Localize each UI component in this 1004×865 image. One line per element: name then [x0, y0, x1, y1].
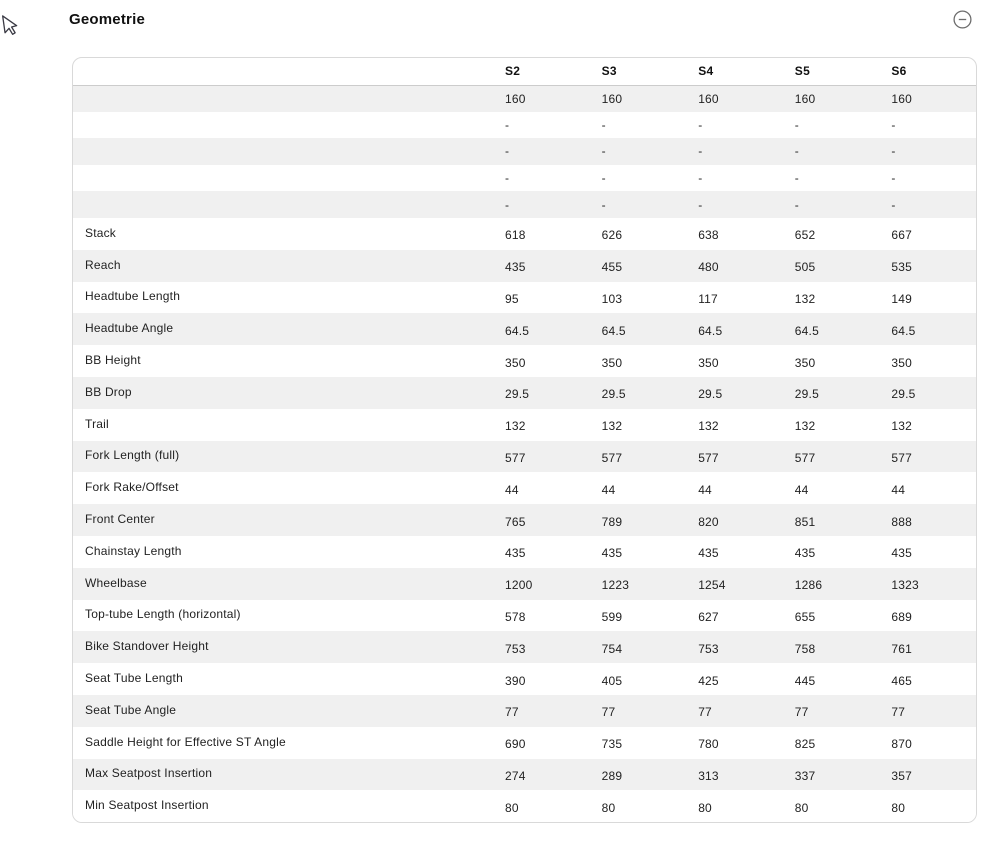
cell-value: 435	[794, 546, 816, 561]
geometry-table-card	[72, 57, 977, 823]
cell-value: -	[891, 144, 896, 159]
table-row	[73, 504, 976, 536]
table-row	[73, 313, 976, 345]
cell-value: -	[891, 117, 896, 132]
cell-value: 435	[698, 546, 719, 561]
row-label: Top-tube Length (horizontal)	[85, 607, 241, 622]
cell-value: 652	[794, 228, 816, 243]
cell-value: 780	[698, 737, 719, 752]
cell-value: 29.5	[794, 387, 819, 402]
table-row	[73, 138, 976, 165]
cell-value: 64.5	[601, 323, 626, 338]
cell-value: -	[794, 197, 799, 212]
cell-value: -	[505, 144, 510, 159]
row-label: Chainstay Length	[85, 543, 182, 558]
table-row	[73, 250, 976, 282]
cell-value: -	[601, 197, 606, 212]
cell-value: 160	[891, 91, 912, 106]
cell-value: 435	[891, 546, 912, 561]
cell-value: 350	[698, 355, 719, 370]
cell-value: 117	[698, 291, 718, 306]
cell-value: 160	[505, 91, 526, 106]
table-row	[73, 345, 976, 377]
cell-value: 638	[698, 228, 719, 243]
row-label: Min Seatpost Insertion	[85, 798, 209, 813]
cell-value: 435	[505, 260, 526, 275]
cell-value: 825	[794, 737, 816, 752]
cell-value: 149	[891, 291, 912, 306]
cell-value: 627	[698, 609, 719, 624]
cell-value: 160	[794, 91, 816, 106]
cell-value: 789	[601, 514, 623, 529]
cell-value: 132	[505, 419, 526, 434]
cell-value: -	[698, 197, 703, 212]
cell-value: 754	[601, 641, 623, 656]
table-row	[73, 663, 976, 695]
cell-value: 445	[794, 673, 816, 688]
table-row	[73, 165, 976, 192]
row-label: Trail	[85, 416, 109, 431]
cell-value: 599	[601, 609, 623, 624]
table-row	[73, 695, 976, 727]
cell-value: 80	[794, 800, 809, 815]
column-header-s2: S2	[493, 58, 590, 85]
row-label: Headtube Length	[85, 289, 181, 304]
table-row	[73, 536, 976, 568]
collapse-button[interactable]	[953, 10, 972, 29]
cell-value: -	[698, 117, 703, 132]
cell-value: 390	[505, 673, 526, 688]
row-label: Seat Tube Angle	[85, 702, 177, 717]
cell-value: 535	[891, 260, 912, 275]
row-label: Fork Rake/Offset	[85, 480, 179, 495]
cell-value: 626	[601, 228, 623, 243]
cell-value: 80	[505, 800, 519, 815]
cell-value: 1254	[698, 578, 726, 593]
table-row	[73, 759, 976, 791]
cell-value: 132	[698, 419, 719, 434]
row-label: Reach	[85, 257, 121, 272]
row-label: Front Center	[85, 512, 155, 527]
table-row	[73, 85, 976, 112]
section-title: Geometrie	[69, 11, 145, 28]
cell-value: 44	[601, 482, 616, 497]
cell-value: 64.5	[794, 323, 819, 338]
cell-value: 405	[601, 673, 623, 688]
cell-value: 132	[794, 291, 816, 306]
cell-value: 577	[891, 450, 912, 465]
cell-value: 577	[601, 450, 623, 465]
cell-value: 455	[601, 260, 623, 275]
cell-value: 465	[891, 673, 912, 688]
cell-value: 1323	[891, 578, 919, 593]
cell-value: 132	[601, 419, 623, 434]
cell-value: -	[601, 144, 606, 159]
cell-value: 77	[891, 705, 906, 720]
row-label	[73, 112, 493, 139]
cell-value: 851	[794, 514, 816, 529]
minus-circle-icon	[953, 10, 972, 29]
table-row	[73, 377, 976, 409]
row-label: Max Seatpost Insertion	[85, 766, 213, 781]
cell-value: 44	[698, 482, 712, 497]
cell-value: 44	[891, 482, 906, 497]
cell-value: 820	[698, 514, 719, 529]
table-row	[73, 409, 976, 441]
table-row	[73, 727, 976, 759]
row-label	[73, 138, 493, 165]
cell-value: 1223	[601, 578, 630, 593]
table-row	[73, 282, 976, 314]
cell-value: -	[794, 171, 799, 186]
cell-value: 160	[601, 91, 623, 106]
row-label: Seat Tube Length	[85, 671, 183, 686]
column-header-s4: S4	[686, 58, 783, 85]
cell-value: 44	[505, 482, 519, 497]
cell-value: 77	[505, 705, 519, 720]
cell-value: 95	[505, 291, 519, 306]
table-row	[73, 790, 976, 822]
row-label: Bike Standover Height	[85, 639, 209, 654]
table-row	[73, 472, 976, 504]
table-row	[73, 568, 976, 600]
cell-value: 689	[891, 609, 912, 624]
cell-value: 578	[505, 609, 526, 624]
table-row	[73, 600, 976, 632]
cell-value: 1286	[794, 578, 823, 593]
cell-value: 274	[505, 768, 526, 783]
table-header-row	[73, 58, 976, 85]
cell-value: 80	[891, 800, 906, 815]
row-label: Fork Length (full)	[85, 448, 180, 463]
cell-value: 64.5	[891, 323, 916, 338]
cell-value: 357	[891, 768, 912, 783]
cell-value: -	[601, 171, 606, 186]
cell-value: 77	[794, 705, 809, 720]
cell-value: 765	[505, 514, 526, 529]
cell-value: -	[505, 197, 510, 212]
cell-value: 289	[601, 768, 623, 783]
geometry-table	[73, 58, 976, 822]
cell-value: 337	[794, 768, 816, 783]
cell-value: 350	[505, 355, 526, 370]
row-label: BB Height	[85, 353, 141, 368]
row-label	[73, 191, 493, 218]
cell-value: 29.5	[505, 387, 530, 402]
column-header-s3: S3	[590, 58, 687, 85]
cell-value: 758	[794, 641, 816, 656]
cell-value: -	[698, 171, 703, 186]
cell-value: 690	[505, 737, 526, 752]
cell-value: 618	[505, 228, 526, 243]
cell-value: 350	[794, 355, 816, 370]
table-row	[73, 191, 976, 218]
cell-value: 888	[891, 514, 912, 529]
section-header	[0, 0, 1004, 29]
cell-value: 80	[601, 800, 616, 815]
cell-value: -	[505, 171, 510, 186]
cell-value: 753	[698, 641, 719, 656]
cell-value: 505	[794, 260, 816, 275]
row-label: Stack	[85, 225, 117, 240]
cell-value: -	[698, 144, 703, 159]
cell-value: 77	[601, 705, 616, 720]
cell-value: 160	[698, 91, 719, 106]
table-row	[73, 441, 976, 473]
cell-value: 435	[505, 546, 526, 561]
cell-value: 132	[794, 419, 816, 434]
cell-value: -	[891, 197, 896, 212]
table-row	[73, 218, 976, 250]
cell-value: 44	[794, 482, 809, 497]
cell-value: 64.5	[505, 323, 530, 338]
row-label	[73, 165, 493, 192]
table-row	[73, 631, 976, 663]
cell-value: 1200	[505, 578, 533, 593]
cell-value: -	[891, 171, 896, 186]
cell-value: 350	[601, 355, 623, 370]
cell-value: 425	[698, 673, 719, 688]
cell-value: 350	[891, 355, 912, 370]
cell-value: -	[794, 117, 799, 132]
column-header-s5: S5	[783, 58, 880, 85]
row-label: Wheelbase	[85, 575, 147, 590]
cell-value: 435	[601, 546, 623, 561]
row-label	[73, 85, 493, 112]
cell-value: 655	[794, 609, 816, 624]
table-row	[73, 112, 976, 139]
cell-value: 29.5	[601, 387, 626, 402]
cell-value: 870	[891, 737, 912, 752]
cell-value: 753	[505, 641, 526, 656]
cell-value: 80	[698, 800, 712, 815]
cell-value: 29.5	[891, 387, 916, 402]
cell-value: 77	[698, 705, 712, 720]
cell-value: 480	[698, 260, 719, 275]
row-label: Headtube Angle	[85, 321, 174, 336]
cell-value: 577	[505, 450, 526, 465]
cell-value: 313	[698, 768, 719, 783]
label-column-header	[73, 58, 493, 85]
cell-value: -	[601, 117, 606, 132]
cell-value: 64.5	[698, 323, 723, 338]
cell-value: 29.5	[698, 387, 723, 402]
cell-value: 667	[891, 228, 912, 243]
cell-value: 577	[794, 450, 816, 465]
cell-value: 735	[601, 737, 623, 752]
cell-value: 132	[891, 419, 912, 434]
cell-value: -	[794, 144, 799, 159]
cell-value: -	[505, 117, 510, 132]
cell-value: 577	[698, 450, 719, 465]
cell-value: 761	[891, 641, 912, 656]
column-header-s6: S6	[879, 58, 976, 85]
row-label: BB Drop	[85, 384, 132, 399]
cell-value: 103	[601, 291, 623, 306]
row-label: Saddle Height for Effective ST Angle	[85, 734, 286, 749]
